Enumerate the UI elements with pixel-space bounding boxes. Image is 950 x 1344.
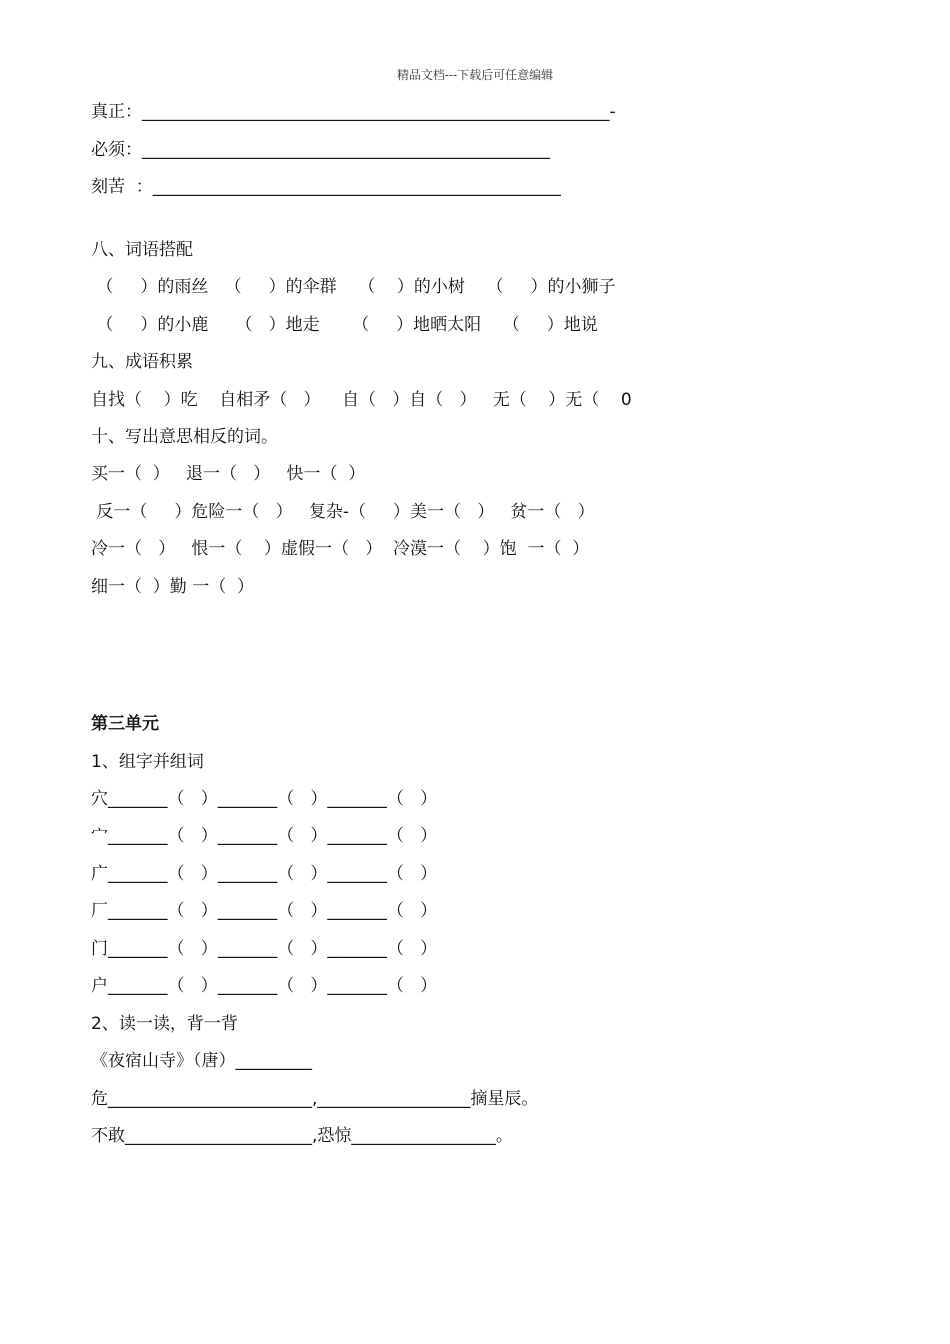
antonym-row-2: 反一（ ）危险一（ ） 复杂-（ ）美一（ ） 贫一（ ） bbox=[91, 502, 595, 522]
radical-row-han: 厂_______（ ）_______（ ）_______（ ） bbox=[91, 901, 438, 921]
radical-row-hu: 户_______（ ）_______（ ）_______（ ） bbox=[91, 976, 438, 996]
word-match-row-2: （ ）的小鹿 （ ）地走 （ ）地晒太阳 （ ）地说 bbox=[91, 315, 598, 335]
antonym-row-4: 细一（ ）勤 一（ ） bbox=[91, 577, 255, 597]
exercise-heading-2: 2、读一读，背一背 bbox=[91, 1014, 238, 1034]
vocab-line-keku: 刻苦 ：________________________________________________ bbox=[91, 177, 561, 197]
idiom-row: 自找（ ）吃 自相矛（ ） 自（ ）自（ ） 无（ ）无（ 0 bbox=[91, 390, 632, 410]
vocab-line-zhenzheng: 真正：_______________________________________________________- bbox=[91, 102, 616, 122]
poem-line-1: 危________________________,__________________摘星辰。 bbox=[91, 1089, 539, 1109]
antonym-row-3: 冷一（ ） 恨一（ ）虚假一（ ） 冷漠一（ ）饱 一（ ） bbox=[91, 539, 590, 559]
poem-line-2: 不敢______________________,恐惊_________________。 bbox=[91, 1126, 513, 1146]
exercise-heading-1: 1、组字并组词 bbox=[91, 752, 204, 772]
vocab-line-bixu: 必须：________________________________________________ bbox=[91, 140, 550, 160]
poem-title: 《夜宿山寺》（唐）_________ bbox=[91, 1051, 312, 1071]
radical-row-guang: 广_______（ ）_______（ ）_______（ ） bbox=[91, 864, 438, 884]
antonym-row-1: 买一（ ） 退一（ ） 快一（ ） bbox=[91, 464, 366, 484]
radical-row-mian: 宀_______（ ）_______（ ）_______（ ） bbox=[91, 826, 438, 846]
section-heading-9: 九、成语积累 bbox=[91, 352, 193, 372]
word-match-row-1: （ ）的雨丝 （ ）的伞群 （ ）的小树 （ ）的小狮子 bbox=[91, 277, 616, 297]
section-heading-8: 八、词语搭配 bbox=[91, 240, 193, 260]
page-header: 精品文档---下载后可任意编辑 bbox=[396, 68, 554, 82]
radical-row-men: 门_______（ ）_______（ ）_______（ ） bbox=[91, 939, 438, 959]
radical-row-xue: 穴_______（ ）_______（ ）_______（ ） bbox=[91, 789, 438, 809]
section-heading-10: 十、写出意思相反的词。 bbox=[91, 427, 278, 447]
unit-title: 第三单元 bbox=[91, 714, 159, 734]
